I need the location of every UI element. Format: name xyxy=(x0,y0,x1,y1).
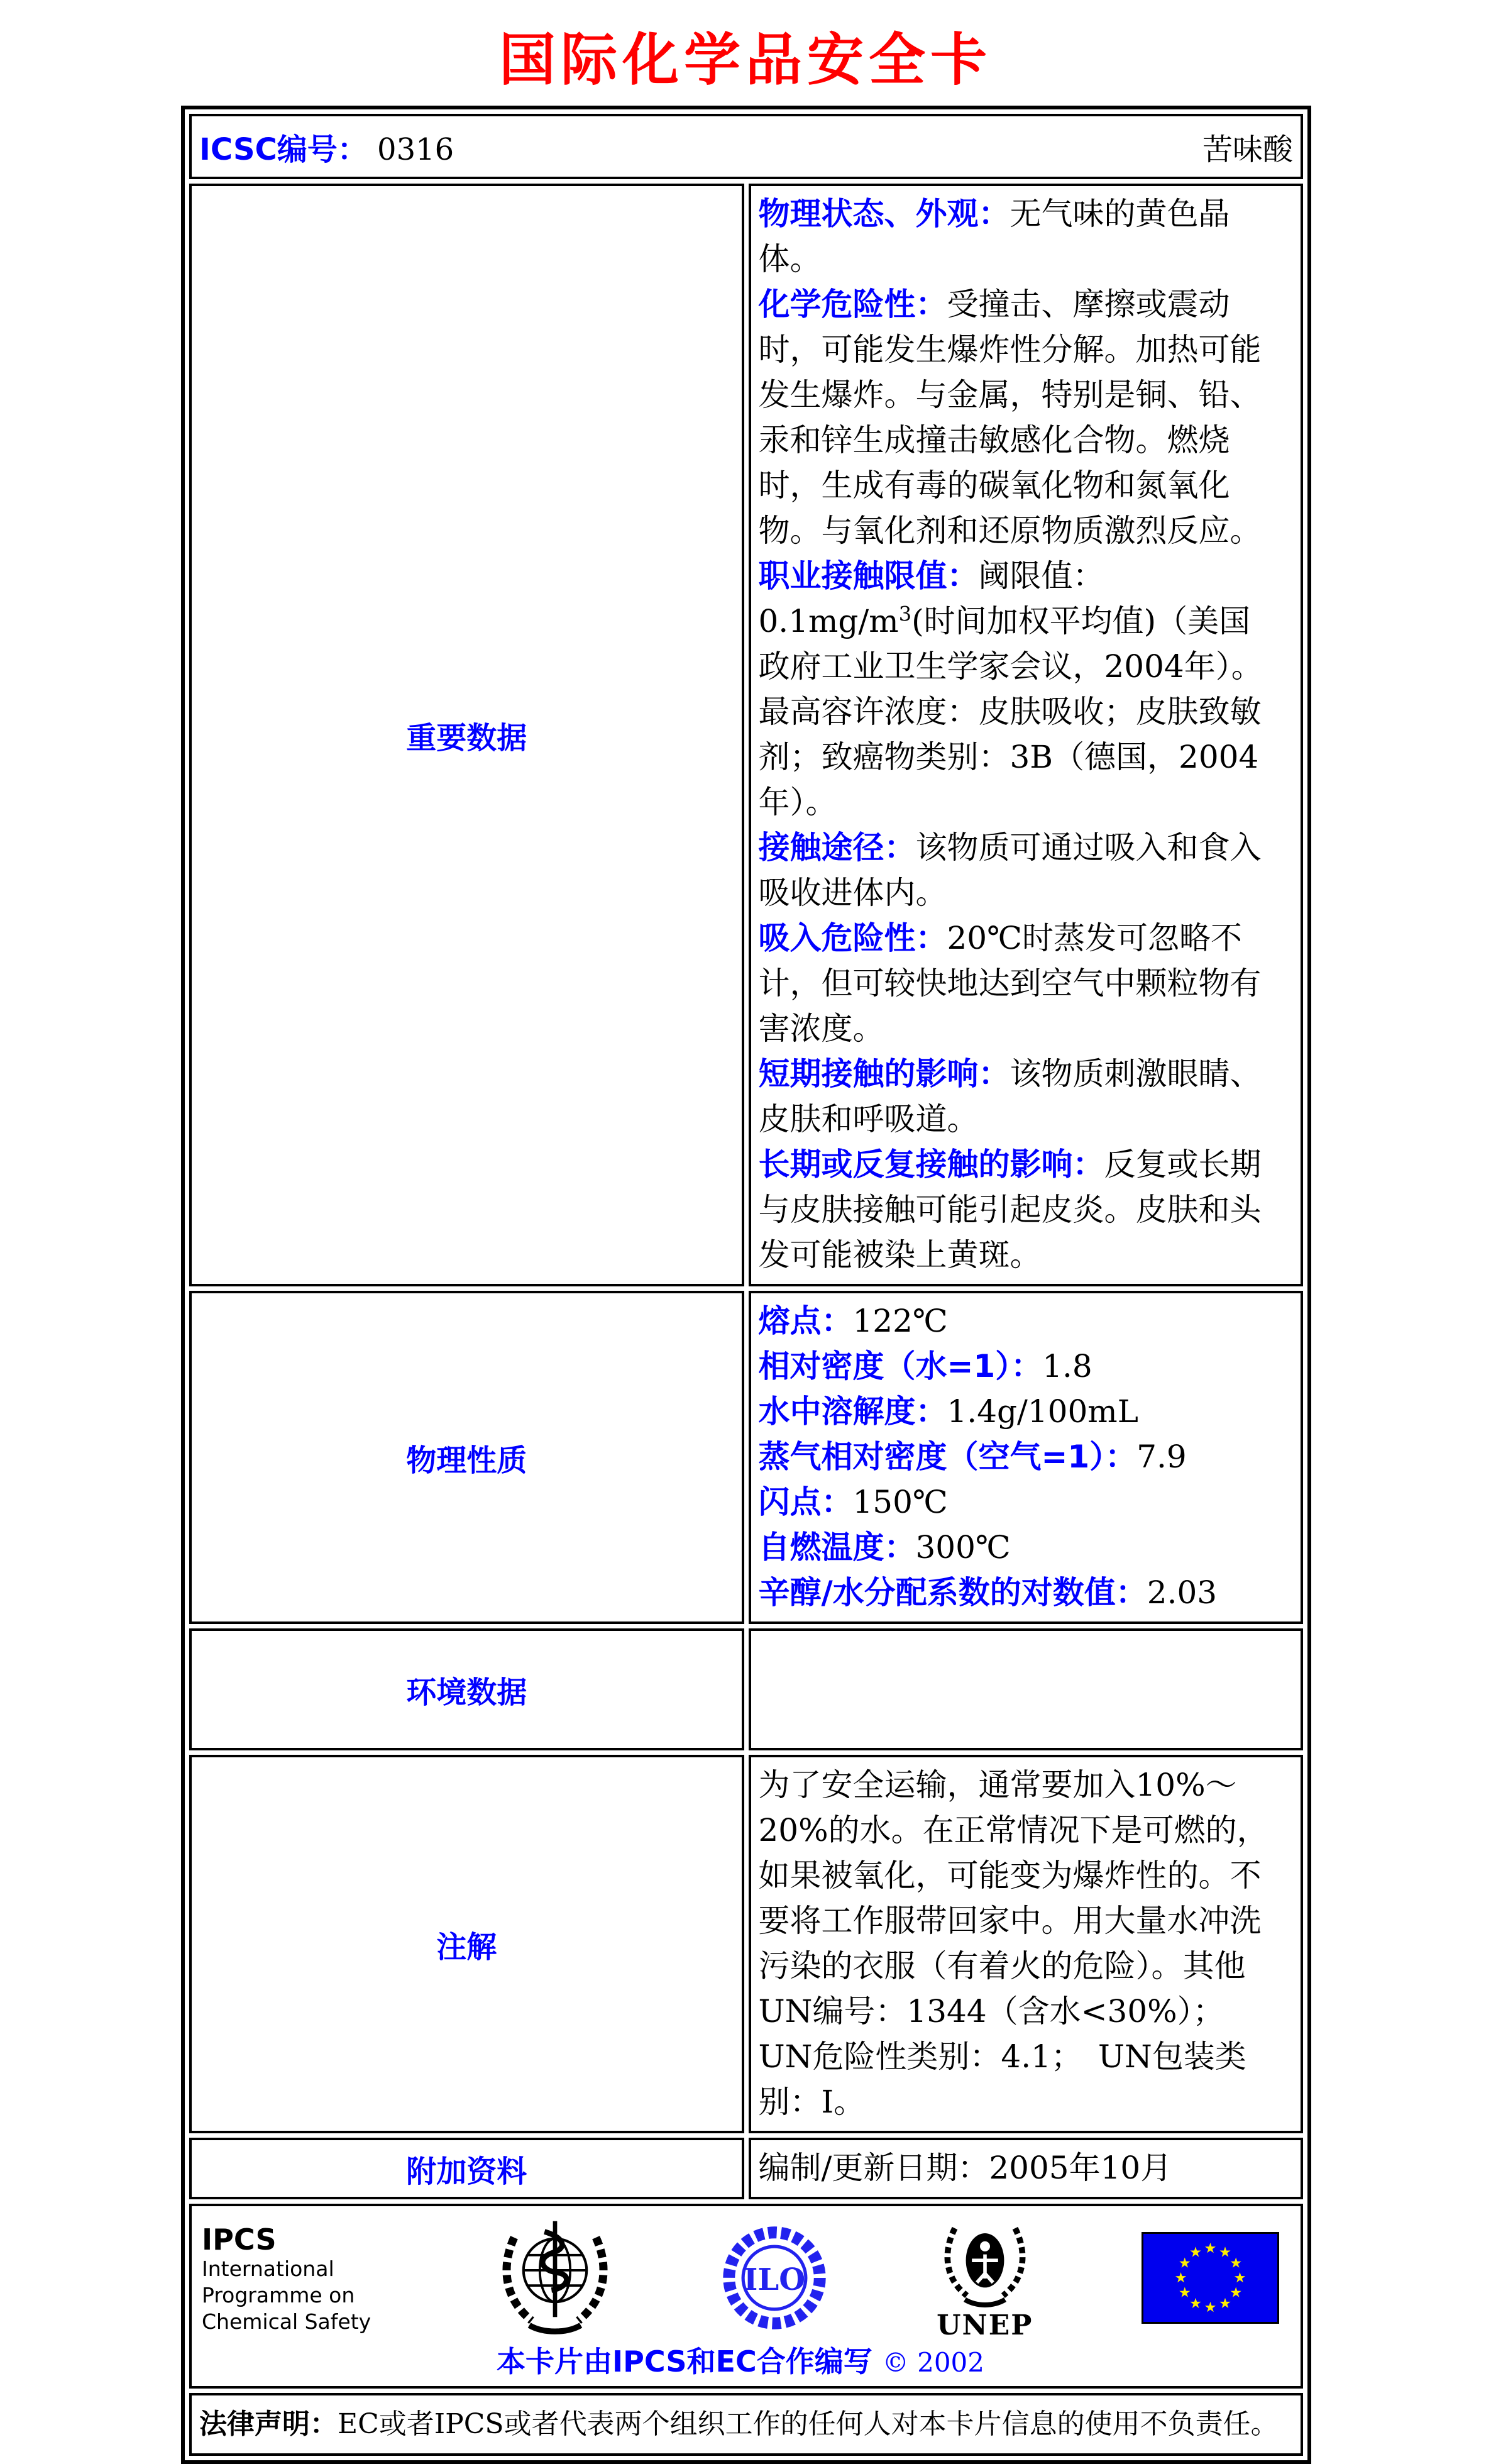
logos-row xyxy=(189,2204,1303,2389)
legal-text: EC或者IPCS或者代表两个组织工作的任何人对本卡片信息的使用不负责任。 xyxy=(338,2408,1279,2440)
header-cell xyxy=(189,114,1303,179)
environmental-data-row-label: 环境数据 xyxy=(189,1628,744,1750)
vapor-density-line: 蒸气相对密度（空气=1）：7.9 xyxy=(758,1439,1187,1475)
physical-properties-row-label: 物理性质 xyxy=(189,1291,744,1624)
unep-logo-block xyxy=(935,2218,1035,2340)
eu-flag-icon xyxy=(1142,2232,1279,2326)
important-data-row-label: 重要数据 xyxy=(189,184,744,1286)
icsc-number-group xyxy=(199,125,454,169)
chemical-name: 苦味酸 xyxy=(1202,131,1293,167)
paragraph-physical-state: 物理状态、外观：无气味的黄色晶体。 xyxy=(758,196,1230,277)
ilo-logo-icon xyxy=(720,2224,828,2334)
environmental-data-row xyxy=(189,1628,1303,1750)
unep-logo-icon xyxy=(935,2299,1035,2311)
legal-row xyxy=(189,2393,1303,2456)
notes-paragraph: 为了安全运输，通常要加入10%～20%的水。在正常情况下是可燃的，如果被氧化，可能变为爆炸性的。不要将工作服带回家中。用大量水冲洗污染的衣服（有着火的危险）。其他UN编号：1344（含水<30%）； UN危险性类别：4.1； UN包装类别：I。 xyxy=(758,1767,1268,2120)
superscript-3: 3 xyxy=(898,602,912,626)
logos-cell xyxy=(189,2204,1303,2389)
additional-info-row-label: 附加资料 xyxy=(189,2138,744,2199)
important-data-row xyxy=(189,184,1303,1286)
physical-properties-content xyxy=(749,1291,1304,1624)
melting-point-line: 熔点：122℃ xyxy=(758,1303,948,1339)
partition-coefficient-line: 辛醇/水分配系数的对数值：2.03 xyxy=(758,1574,1218,1611)
icsc-number-label: ICSC编号： xyxy=(199,131,368,167)
notes-content xyxy=(749,1755,1304,2133)
ipcs-title: IPCS xyxy=(202,2223,277,2257)
paragraph-chemical-danger: 化学危险性：受撞击、摩擦或震动时，可能发生爆炸性分解。加热可能发生爆炸。与金属，特别是铜、铅、汞和锌生成撞击敏感化合物。燃烧时，生成有毒的碳氧化物和氮氧化物。与氧化剂和还原物质激烈反应。 xyxy=(758,286,1262,549)
flash-point-line: 闪点：150℃ xyxy=(758,1484,948,1520)
environmental-data-content xyxy=(749,1628,1304,1750)
additional-info-row xyxy=(189,2138,1303,2199)
paragraph-inhalation-risk: 吸入危险性：20℃时蒸发可忽略不计，但可较快地达到空气中颗粒物有害浓度。 xyxy=(758,920,1262,1047)
icsc-number-value: 0316 xyxy=(377,131,454,167)
relative-density-line: 相对密度（水=1）：1.8 xyxy=(758,1348,1092,1384)
header-row xyxy=(189,114,1303,179)
ipcs-text-block: IPCS International Programme on Chemical Safety xyxy=(202,2223,390,2335)
autoignition-temperature-line: 自燃温度：300℃ xyxy=(758,1529,1011,1566)
paragraph-short-term-effects: 短期接触的影响：该物质刺激眼睛、皮肤和呼吸道。 xyxy=(758,1056,1262,1137)
unep-label: UNEP xyxy=(937,2309,1033,2341)
update-date: 编制/更新日期：2005年10月 xyxy=(758,2150,1172,2186)
notes-row xyxy=(189,1755,1303,2133)
physical-properties-row xyxy=(189,1291,1303,1624)
paragraph-long-term-effects: 长期或反复接触的影响：反复或长期与皮肤接触可能引起皮炎。皮肤和头发可能被染上黄斑。 xyxy=(758,1146,1262,1273)
who-emblem-icon xyxy=(497,2216,613,2342)
svg-text:ILO: ILO xyxy=(743,2262,805,2297)
cooperation-caption: 本卡片由IPCS和EC合作编写 © 2002 xyxy=(496,2345,985,2378)
icsc-card-table xyxy=(181,106,1311,2464)
paragraph-exposure-routes: 接触途径：该物质可通过吸入和食入吸收进体内。 xyxy=(758,829,1262,911)
additional-info-content xyxy=(749,2138,1304,2199)
important-data-content xyxy=(749,184,1304,1286)
copyright-text: © 2002 xyxy=(882,2347,985,2378)
legal-cell xyxy=(189,2393,1303,2456)
notes-row-label: 注解 xyxy=(189,1755,744,2133)
legal-label: 法律声明： xyxy=(199,2408,338,2440)
page-title: 国际化学品安全卡 xyxy=(499,26,992,93)
water-solubility-line: 水中溶解度：1.4g/100mL xyxy=(758,1393,1138,1430)
paragraph-occupational-limits: 职业接触限值：阈限值：$0.1mg/m^3$(时间加权平均值)（美国政府工业卫生学家会议，2004年）。最高容许浓度：皮肤吸收；皮肤致敏剂；致癌物类别：3B（德国，2004年）。 xyxy=(758,558,1263,820)
